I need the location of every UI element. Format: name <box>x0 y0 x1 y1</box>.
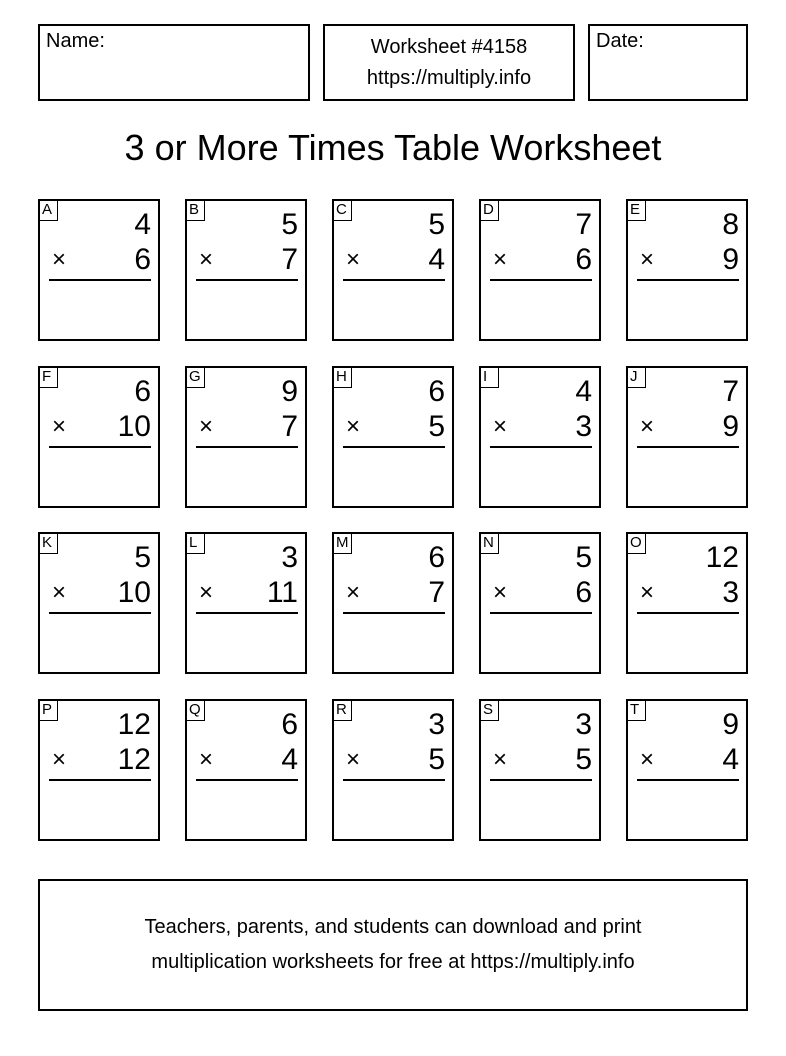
multiply-operator: × <box>199 746 214 773</box>
multiplier: 4 <box>722 743 739 776</box>
multiply-operator: × <box>640 413 655 440</box>
multiply-operator: × <box>52 579 67 606</box>
problem-card <box>479 199 601 341</box>
multiply-operator: × <box>199 579 214 606</box>
problem-card <box>185 366 307 508</box>
answer-line <box>637 612 739 614</box>
answer-line <box>490 446 592 448</box>
problem-card <box>332 366 454 508</box>
multiply-operator: × <box>199 413 214 440</box>
multiplier: 9 <box>722 243 739 276</box>
answer-line <box>196 279 298 281</box>
problem-letter: J <box>626 366 646 388</box>
problem-card <box>626 366 748 508</box>
problem-card <box>626 199 748 341</box>
multiplicand: 6 <box>281 708 298 741</box>
problem-letter: F <box>38 366 58 388</box>
problem-letter: H <box>332 366 352 388</box>
answer-line <box>490 612 592 614</box>
answer-line <box>196 779 298 781</box>
problem-letter: Q <box>185 699 205 721</box>
multiply-operator: × <box>640 246 655 273</box>
multiplier: 5 <box>428 743 445 776</box>
multiplier: 4 <box>281 743 298 776</box>
worksheet-number: Worksheet #4158 <box>370 35 528 58</box>
multiplier: 10 <box>117 410 151 443</box>
name-field[interactable] <box>38 24 310 101</box>
multiply-operator: × <box>346 746 361 773</box>
multiplier: 7 <box>428 576 445 609</box>
problem-letter: A <box>38 199 58 221</box>
problem-card <box>479 699 601 841</box>
problem-card <box>479 366 601 508</box>
answer-line <box>49 446 151 448</box>
answer-line <box>49 779 151 781</box>
multiplicand: 3 <box>281 541 298 574</box>
worksheet-url: https://multiply.info <box>366 66 532 89</box>
problem-letter: B <box>185 199 205 221</box>
problem-letter: T <box>626 699 646 721</box>
multiplicand: 5 <box>134 541 151 574</box>
problem-card <box>38 532 160 674</box>
multiplicand: 7 <box>575 208 592 241</box>
multiplier: 5 <box>575 743 592 776</box>
answer-line <box>637 779 739 781</box>
answer-line <box>343 779 445 781</box>
multiplicand: 3 <box>428 708 445 741</box>
multiplier: 7 <box>281 410 298 443</box>
multiplicand: 5 <box>281 208 298 241</box>
problem-card <box>38 366 160 508</box>
multiplicand: 5 <box>428 208 445 241</box>
answer-line <box>490 779 592 781</box>
multiply-operator: × <box>493 246 508 273</box>
footer-line-1: Teachers, parents, and students can download and print <box>144 916 642 938</box>
multiplicand: 6 <box>428 375 445 408</box>
problem-letter: K <box>38 532 58 554</box>
multiplicand: 8 <box>722 208 739 241</box>
multiplier: 5 <box>428 410 445 443</box>
multiply-operator: × <box>640 746 655 773</box>
multiplicand: 7 <box>722 375 739 408</box>
multiplier: 10 <box>117 576 151 609</box>
problem-letter: N <box>479 532 499 554</box>
multiplier: 3 <box>575 410 592 443</box>
multiplier: 11 <box>266 576 298 609</box>
problem-letter: O <box>626 532 646 554</box>
multiply-operator: × <box>346 579 361 606</box>
problem-card <box>185 199 307 341</box>
problem-letter: G <box>185 366 205 388</box>
answer-line <box>49 279 151 281</box>
answer-line <box>343 279 445 281</box>
multiplicand: 5 <box>575 541 592 574</box>
problem-card <box>38 199 160 341</box>
multiply-operator: × <box>493 746 508 773</box>
problem-letter: D <box>479 199 499 221</box>
multiplier: 12 <box>117 743 151 776</box>
problem-letter: M <box>332 532 352 554</box>
date-label: Date: <box>596 30 644 52</box>
problem-card <box>185 532 307 674</box>
date-field[interactable] <box>588 24 748 101</box>
problem-letter: L <box>185 532 205 554</box>
problem-letter: I <box>479 366 499 388</box>
problem-card <box>332 699 454 841</box>
problem-card <box>38 699 160 841</box>
multiply-operator: × <box>52 413 67 440</box>
multiply-operator: × <box>52 746 67 773</box>
answer-line <box>49 612 151 614</box>
problem-letter: C <box>332 199 352 221</box>
multiply-operator: × <box>493 579 508 606</box>
multiply-operator: × <box>346 413 361 440</box>
problem-card <box>185 699 307 841</box>
answer-line <box>196 446 298 448</box>
problem-letter: R <box>332 699 352 721</box>
multiply-operator: × <box>346 246 361 273</box>
multiplicand: 4 <box>575 375 592 408</box>
problem-card <box>626 699 748 841</box>
multiply-operator: × <box>199 246 214 273</box>
problem-letter: P <box>38 699 58 721</box>
multiply-operator: × <box>493 413 508 440</box>
worksheet-info-box <box>323 24 575 101</box>
answer-line <box>343 612 445 614</box>
name-label: Name: <box>46 30 105 52</box>
answer-line <box>637 446 739 448</box>
answer-line <box>196 612 298 614</box>
footer-line-2: multiplication worksheets for free at https://multiply.info <box>151 951 635 973</box>
multiplier: 9 <box>722 410 739 443</box>
problem-card <box>626 532 748 674</box>
answer-line <box>490 279 592 281</box>
page-title: 3 or More Times Table Worksheet <box>124 127 662 168</box>
multiplier: 6 <box>575 576 592 609</box>
multiplier: 4 <box>428 243 445 276</box>
multiplicand: 9 <box>722 708 739 741</box>
footer-note <box>38 879 748 1011</box>
problem-letter: S <box>479 699 499 721</box>
problem-letter: E <box>626 199 646 221</box>
multiplicand: 6 <box>428 541 445 574</box>
problem-card <box>332 532 454 674</box>
problem-card <box>332 199 454 341</box>
multiply-operator: × <box>52 246 67 273</box>
multiplier: 6 <box>575 243 592 276</box>
multiplicand: 4 <box>134 208 151 241</box>
answer-line <box>637 279 739 281</box>
multiplicand: 12 <box>117 708 151 741</box>
problem-card <box>479 532 601 674</box>
multiplier: 6 <box>134 243 151 276</box>
multiplicand: 9 <box>281 375 298 408</box>
multiplicand: 3 <box>575 708 592 741</box>
answer-line <box>343 446 445 448</box>
multiplier: 7 <box>281 243 298 276</box>
multiplicand: 12 <box>705 541 739 574</box>
multiplicand: 6 <box>134 375 151 408</box>
multiply-operator: × <box>640 579 655 606</box>
multiplier: 3 <box>722 576 739 609</box>
